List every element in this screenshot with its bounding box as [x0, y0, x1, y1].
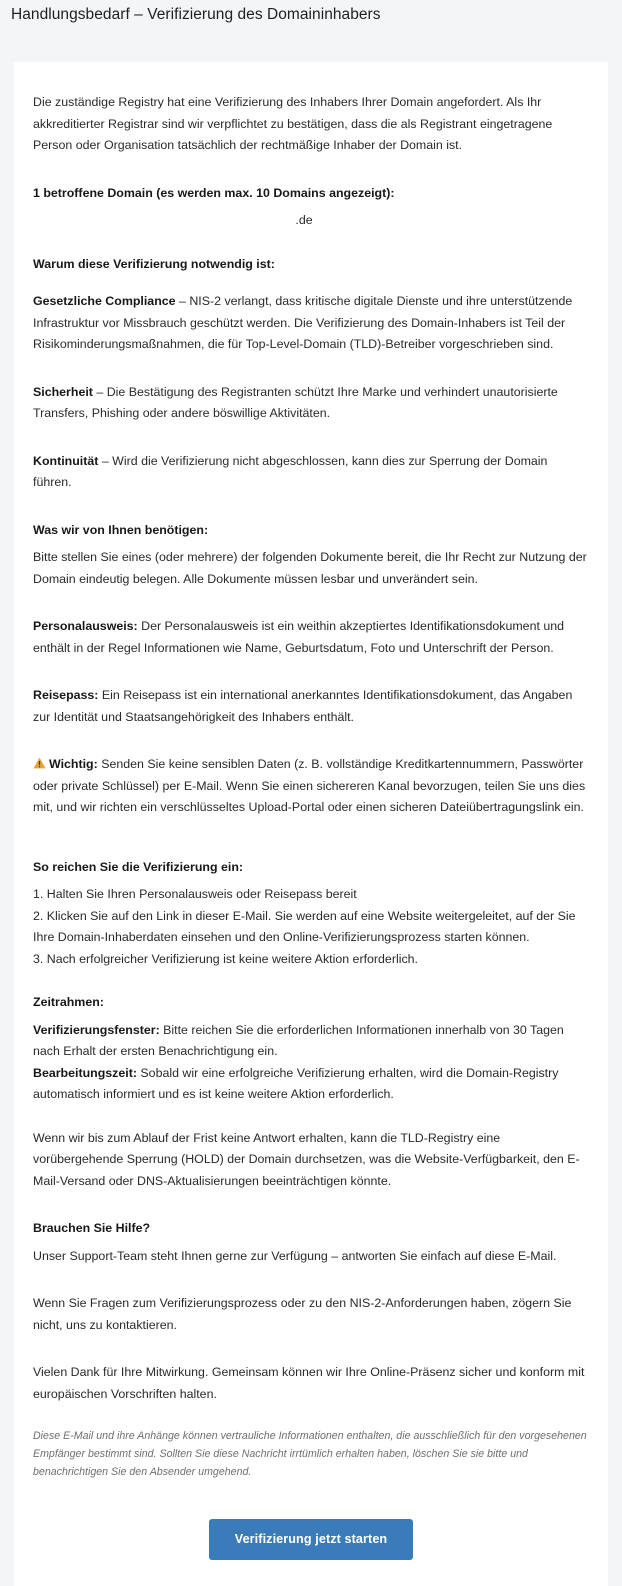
page-title: Handlungsbedarf – Verifizierung des Domaininhabers — [11, 6, 381, 23]
questions-text: Wenn Sie Fragen zum Verifizierungsprozess oder zu den NIS-2-Anforderungen haben, zögern Sie nicht, uns zu kontaktieren. — [33, 1296, 572, 1332]
submit-step-3: 3. Nach erfolgreicher Verifizierung ist keine weitere Aktion erforderlich. — [33, 951, 418, 966]
reason-label: Gesetzliche Compliance — [33, 294, 176, 308]
warning-triangle-icon — [33, 755, 46, 767]
submit-step-2: 2. Klicken Sie auf den Link in dieser E-Mail. Sie werden auf eine Website weitergeleitet, auf der Sie Ihre Domain-Inhaberdaten einsehen und den Online-Verifizierungsprozess starten können. — [33, 908, 576, 944]
help-heading: Brauchen Sie Hilfe? — [33, 1221, 151, 1235]
email-header — [0, 0, 622, 30]
reason-text: – Die Bestätigung des Registranten schützt Ihre Marke und verhindert unautorisierte Transfers, Phishing oder andere böswillige Aktivitäten. — [33, 384, 558, 420]
intro-paragraph: Die zuständige Registry hat eine Verifizierung des Inhabers Ihrer Domain angefordert. Als Ihr akkreditierter Registrar sind wir verpflichtet zu bestätigen, dass die als Registrant eingetragene Person oder Organisation tatsächlich der rechtmäßige Inhaber der Domain ist. — [33, 95, 553, 152]
timeframe-label: Bearbeitungszeit: — [33, 1065, 137, 1080]
submit-step-1: 1. Halten Sie Ihren Personalausweis oder Reisepass bereit — [33, 887, 357, 901]
hold-warning-paragraph: Wenn wir bis zum Ablauf der Frist keine Antwort erhalten, kann die TLD-Registry eine vorübergehende Sperrung (HOLD) der Domain durchsetzen, was die Website-Verfügbarkeit, den E-Mail-Versand oder DNS-Aktualisierungen beeinträchtigen könnte. — [33, 1130, 580, 1188]
timeframe-processing-time — [33, 1063, 589, 1106]
start-verification-button[interactable]: Verifizierung jetzt starten — [209, 1519, 413, 1560]
document-label: Reisepass: — [33, 688, 99, 702]
reason-text: – Wird die Verifizierung nicht abgeschlossen, kann dies zur Sperrung der Domain führen. — [33, 453, 548, 489]
warning-label: Wichtig: — [49, 757, 98, 771]
legal-disclaimer: Diese E-Mail und ihre Anhänge können vertrauliche Informationen enthalten, die ausschließlich für den vorgesehenen Empfänger bestimmt sind. Sollten Sie diese Nachricht irrtümlich erhalten haben, löschen Sie sie bitte und benachrichtigen Sie den Absender umgehend. — [33, 1430, 587, 1478]
email-body-card — [14, 62, 608, 1586]
warning-text: Senden Sie keine sensiblen Daten (z. B. vollständige Kreditkartennummern, Passwörter oder private Schlüssel) per E-Mail. Wenn Sie einen sichereren Kanal bevorzugen, teilen Sie uns dies mit, und wir richten ein verschlüsseltes Upload-Portal oder einen sicheren Dateiübertragungslink ein. — [33, 757, 586, 814]
reason-security — [33, 382, 589, 425]
reason-continuity — [33, 451, 589, 494]
timeframe-text: Sobald wir eine erfolgreiche Verifizierung erhalten, wird die Domain-Registry automatisch informiert und es ist keine weitere Aktion erforderlich. — [33, 1065, 559, 1101]
reason-legal-compliance — [33, 291, 589, 356]
submit-instructions-heading: So reichen Sie die Verifizierung ein: — [33, 859, 244, 874]
document-text: Der Personalausweis ist ein weithin akzeptiertes Identifikationsdokument und enthält in der Regel Informationen wie Name, Geburtsdatum, Foto und Unterschrift der Person. — [33, 619, 565, 655]
cta-container — [33, 1519, 589, 1586]
help-text: Unser Support-Team steht Ihnen gerne zur Verfügung – antworten Sie einfach auf diese E-Mail. — [33, 1248, 557, 1263]
document-reisepass — [33, 685, 589, 728]
important-warning — [33, 754, 589, 819]
reason-label: Kontinuität — [33, 453, 99, 468]
email-content — [33, 92, 589, 1586]
reason-text: – NIS-2 verlangt, dass kritische digitale Dienste und ihre unterstützende Infrastruktur vor Missbrauch geschützt werden. Die Verifizierung des Domain-Inhabers ist Teil der Risikominderungsmaßnahmen, die für Top-Level-Domain (TLD)-Betreiber vorgeschrieben sind. — [33, 294, 573, 351]
affected-domain-heading: 1 betroffene Domain (es werden max. 10 Domains angezeigt): — [33, 185, 395, 200]
closing-text: Vielen Dank für Ihre Mitwirkung. Gemeinsam können wir Ihre Online-Präsenz sicher und konform mit europäischen Vorschriften halten. — [33, 1365, 585, 1401]
timeframe-text: Bitte reichen Sie die erforderlichen Informationen innerhalb von 30 Tagen nach Erhalt der ersten Benachrichtigung ein. — [33, 1022, 564, 1058]
requirements-text: Bitte stellen Sie eines (oder mehrere) der folgenden Dokumente bereit, die Ihr Recht zur Nutzung der Domain eindeutig belegen. Alle Dokumente müssen lesbar und unverändert sein. — [33, 550, 587, 586]
document-text: Ein Reisepass ist ein international anerkanntes Identifikationsdokument, das Angaben zur Identität und Staatsangehörigkeit des Inhabers enthält. — [33, 688, 573, 724]
timeframe-label: Verifizierungsfenster: — [33, 1022, 160, 1037]
document-personalausweis — [33, 616, 589, 659]
timeframe-verification-window — [33, 1020, 589, 1063]
timeframe-heading: Zeitrahmen: — [33, 995, 104, 1009]
reason-label: Sicherheit — [33, 384, 93, 399]
requirements-heading: Was wir von Ihnen benötigen: — [33, 522, 209, 537]
why-verification-heading: Warum diese Verifizierung notwendig ist: — [33, 256, 275, 271]
document-label: Personalausweis: — [33, 619, 138, 633]
affected-domain-value: .de — [295, 213, 313, 227]
